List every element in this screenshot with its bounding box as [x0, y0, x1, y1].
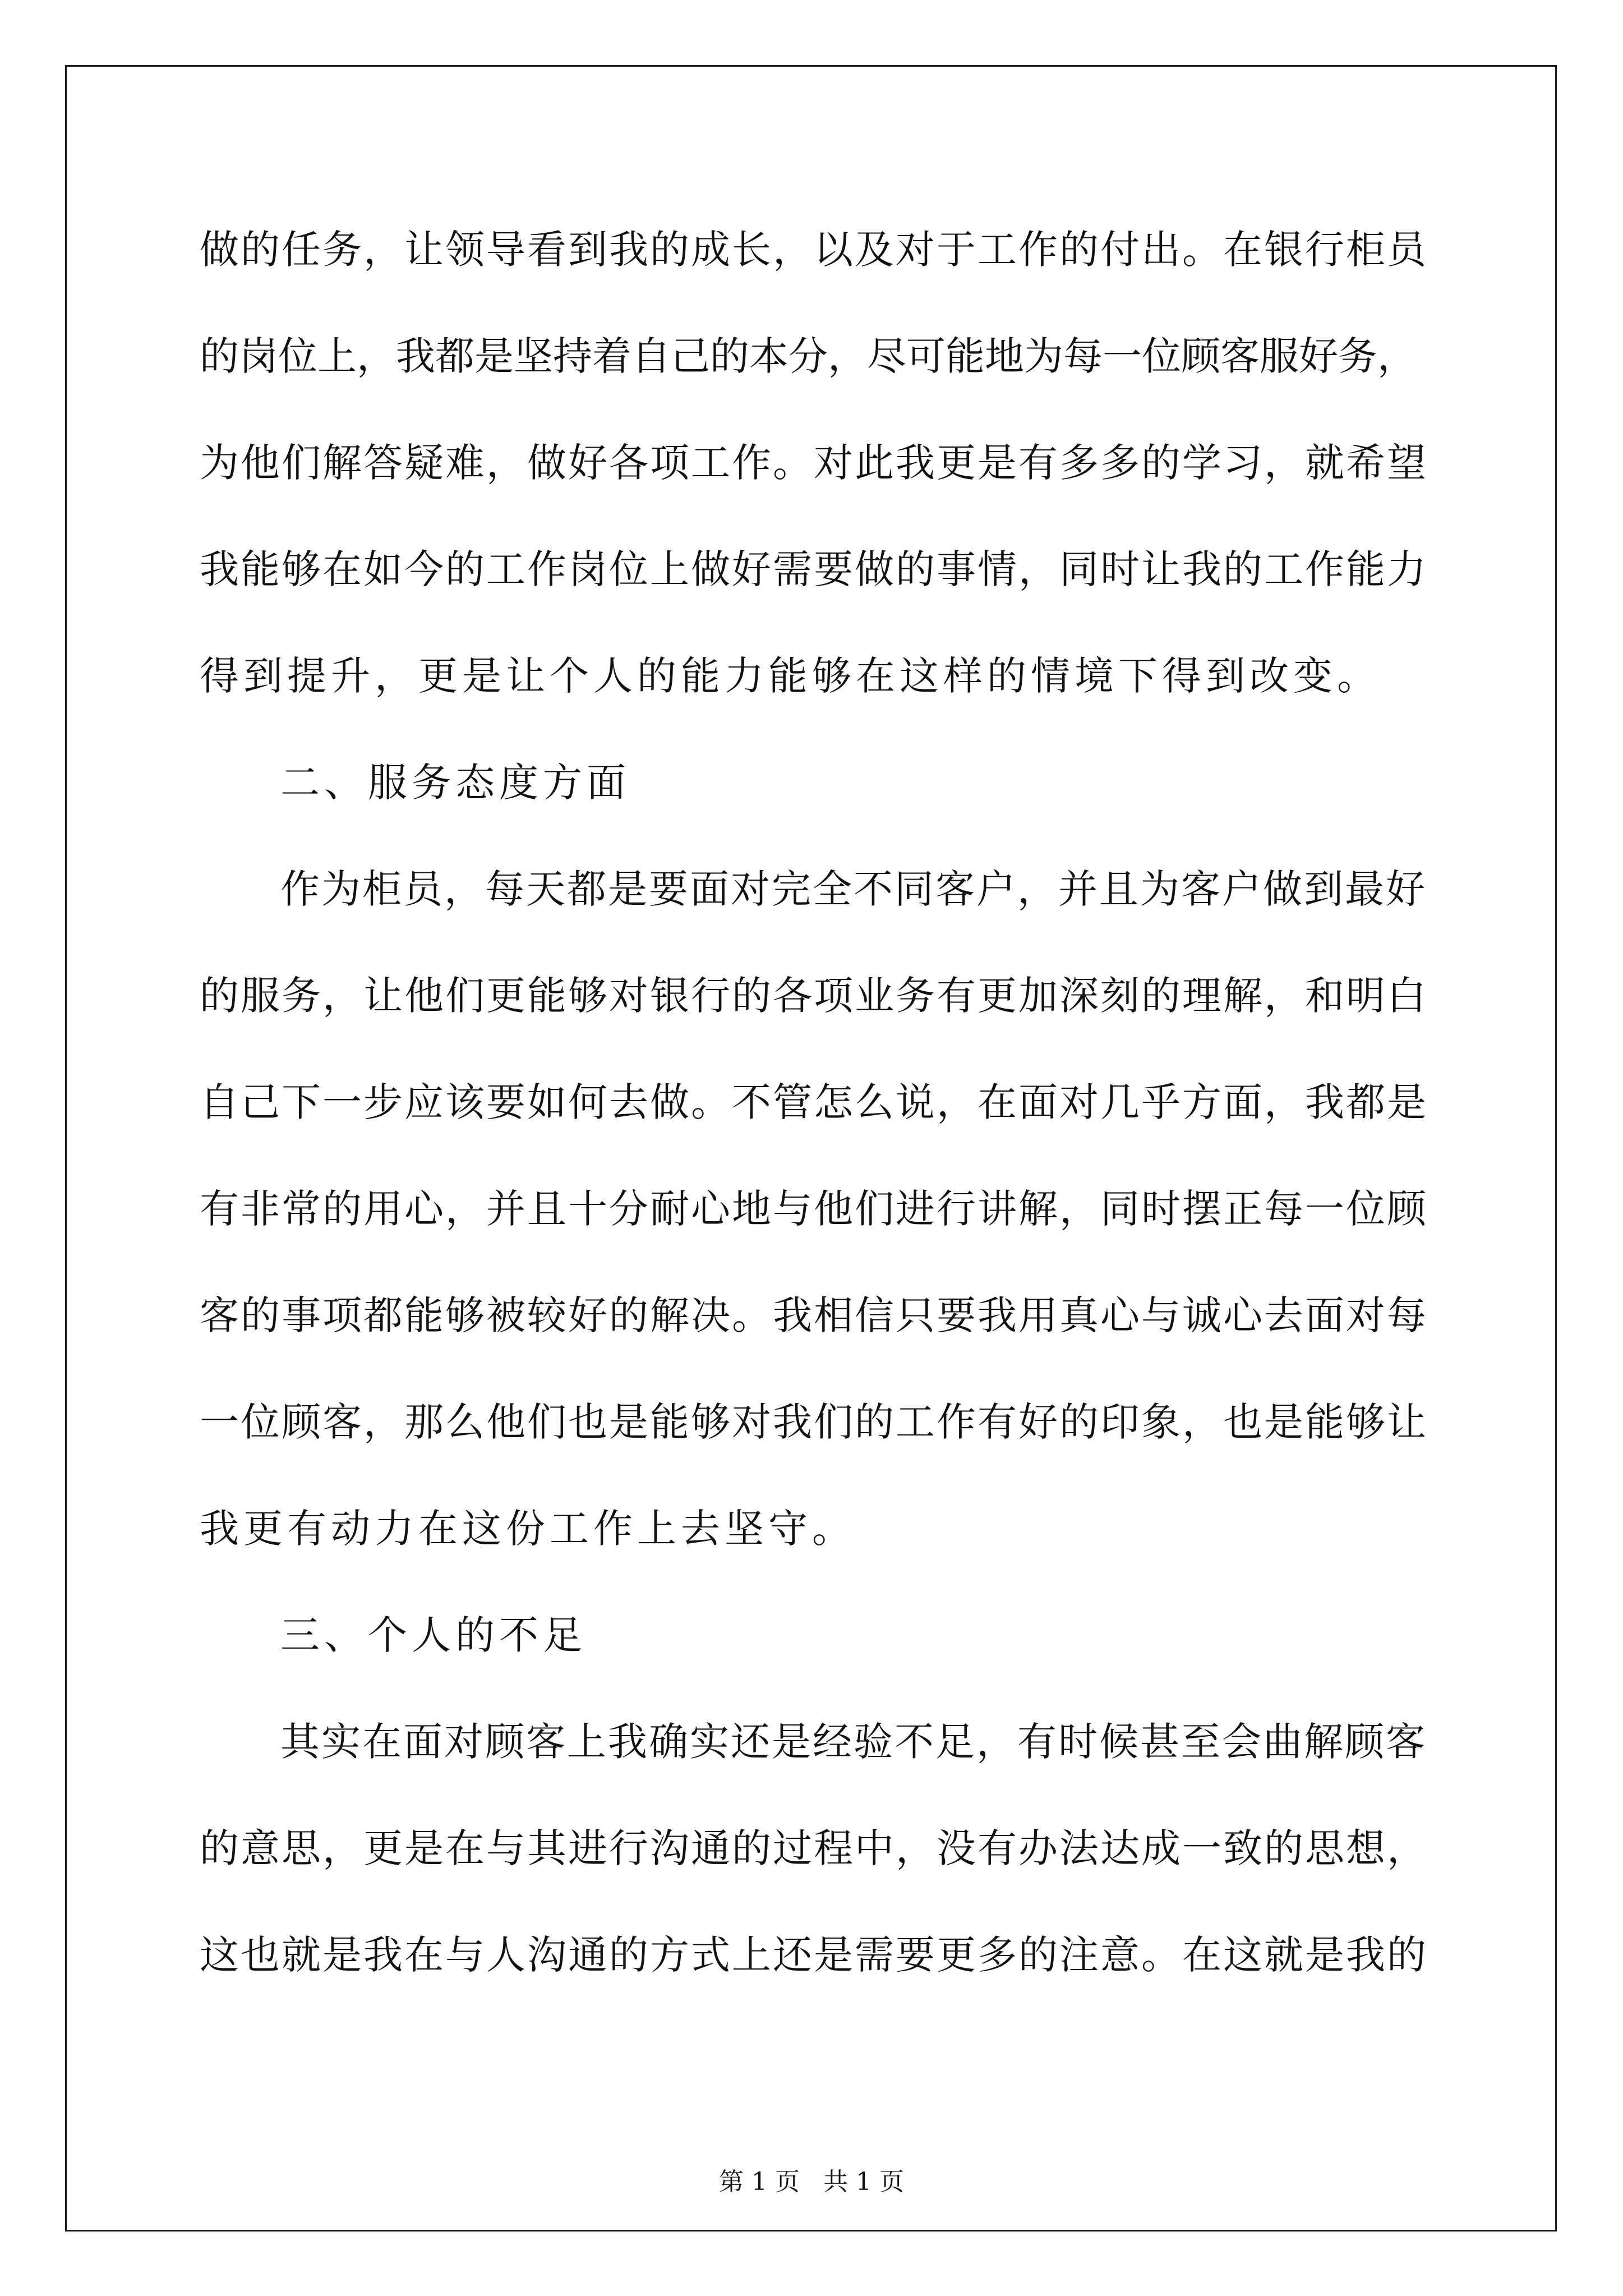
page-border: [65, 65, 1557, 2231]
text-line: 有非常的用心，并且十分耐心地与他们进行讲解，同时摆正每一位顾: [200, 1186, 1428, 1232]
section-heading: 三、个人的不足: [280, 1612, 587, 1658]
text-line: 客的事项都能够被较好的解决。我相信只要我用真心与诚心去面对每: [200, 1292, 1428, 1338]
text-line: 我能够在如今的工作岗位上做好需要做的事情，同时让我的工作能力: [200, 546, 1428, 592]
text-line: 为他们解答疑难，做好各项工作。对此我更是有多多的学习，就希望: [200, 440, 1428, 486]
text-line: 得到提升，更是让个人的能力能够在这样的情境下得到改变。: [200, 653, 1381, 699]
text-line: 的岗位上，我都是坚持着自己的本分，尽可能地为每一位顾客服好务，: [200, 333, 1417, 379]
text-line: 一位顾客，那么他们也是能够对我们的工作有好的印象，也是能够让: [200, 1399, 1428, 1445]
text-line: 自己下一步应该要如何去做。不管怎么说，在面对几乎方面，我都是: [200, 1079, 1428, 1125]
section-heading: 二、服务态度方面: [280, 760, 630, 806]
text-line: 做的任务，让领导看到我的成长，以及对于工作的付出。在银行柜员: [200, 227, 1428, 273]
text-line: 这也就是我在与人沟通的方式上还是需要更多的注意。在这就是我的: [200, 1932, 1428, 1978]
text-line: 我更有动力在这份工作上去坚守。: [200, 1506, 856, 1552]
page-footer: 第 1 页 共 1 页: [719, 2168, 904, 2196]
text-line: 的服务，让他们更能够对银行的各项业务有更加深刻的理解，和明白: [200, 973, 1428, 1019]
text-line: 作为柜员，每天都是要面对完全不同客户，并且为客户做到最好: [280, 866, 1427, 912]
text-line: 的意思，更是在与其进行沟通的过程中，没有办法达成一致的思想，: [200, 1825, 1428, 1871]
text-line: 其实在面对顾客上我确实还是经验不足，有时候甚至会曲解顾客: [280, 1719, 1427, 1765]
